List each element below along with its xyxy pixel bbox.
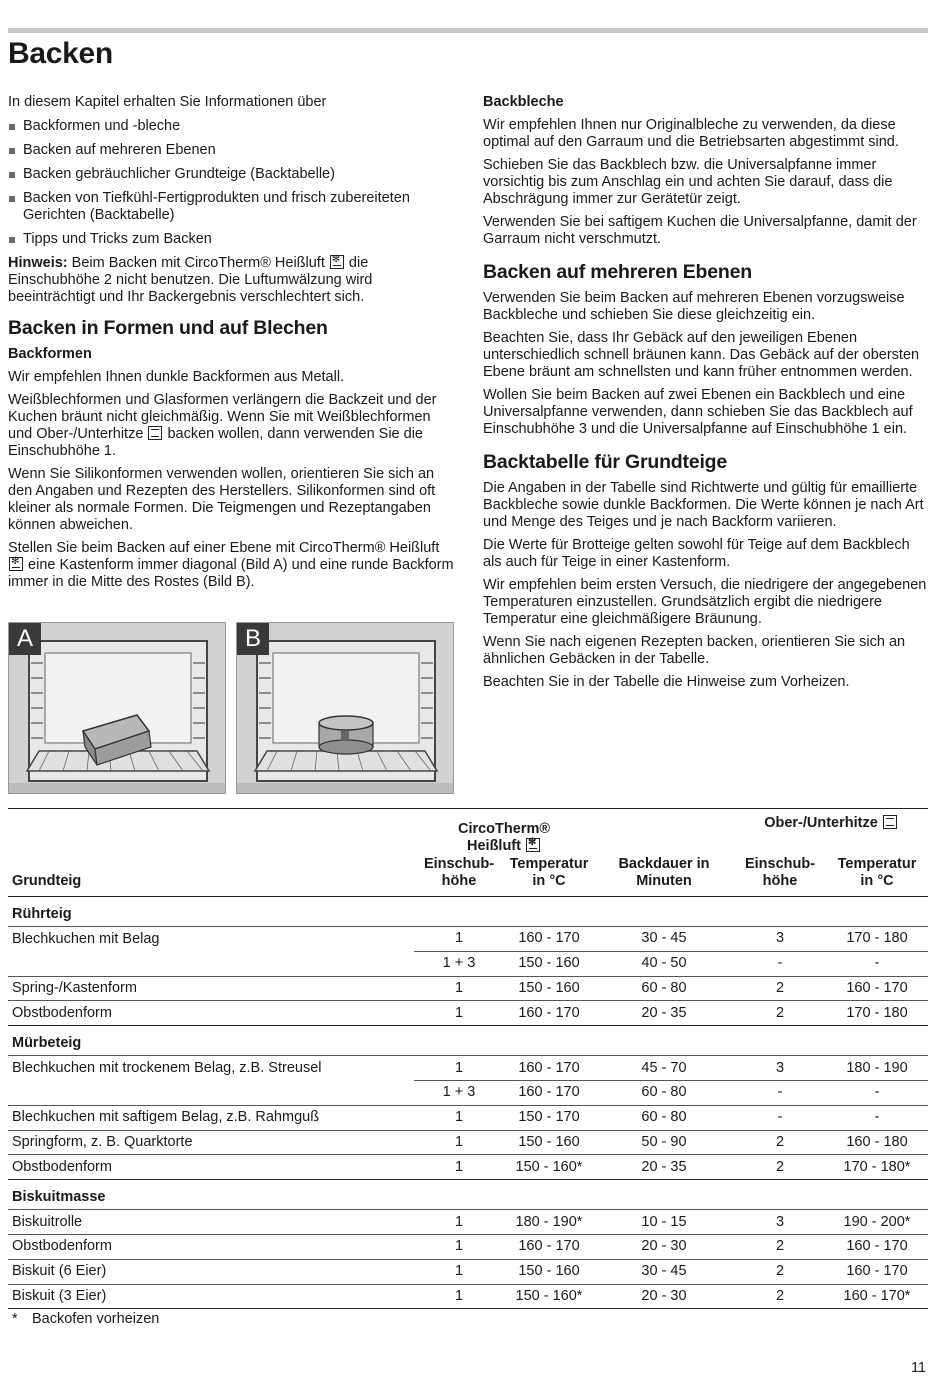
table-cell: 20 - 30 (594, 1284, 734, 1309)
table-cell: 2 (734, 1259, 826, 1284)
table-row (8, 1105, 928, 1130)
levels-paragraph-1: Verwenden Sie beim Backen auf mehreren Ebenen vorzugsweise Backbleche und schieben Sie diese gleichzeitig ein. (483, 290, 905, 323)
table-cell: 1 (414, 1105, 504, 1130)
list-item: Backen auf mehreren Ebenen (8, 142, 456, 159)
table-cell: 60 - 80 (594, 1080, 734, 1105)
table-cell: 30 - 45 (594, 1259, 734, 1284)
table-cell: 150 - 160 (504, 976, 594, 1001)
table-cell: 60 - 80 (594, 976, 734, 1001)
forms-paragraph-2 (8, 392, 456, 460)
table-cell: 20 - 35 (594, 1001, 734, 1026)
table-intro-paragraph-1: Die Angaben in der Tabelle sind Richtwerte und gültig für emaillierte Backbleche sowie dunkle Backformen. Die Werte können je nach Art und Menge des Teiges und je nach Backform variieren. (483, 480, 924, 530)
table-cell: 150 - 160* (504, 1155, 594, 1180)
table-cell: 1 (414, 1234, 504, 1259)
group-label: Mürbeteig (12, 1035, 82, 1052)
table-cell: 170 - 180 (826, 1001, 928, 1026)
table-cell: 1 (414, 927, 504, 952)
group-label: Rührteig (12, 906, 72, 922)
table-cell: Obstbodenform (8, 1234, 414, 1259)
table-cell: 1 (414, 976, 504, 1001)
list-item: Backen von Tiefkühl-Fertigprodukten und frisch zubereiteten Gerichten (Backtabelle) (8, 190, 456, 224)
table-cell: 50 - 90 (594, 1130, 734, 1155)
table-cell: 2 (734, 1001, 826, 1026)
footnote-mark: * (12, 1311, 18, 1328)
levels-paragraph-2: Beachten Sie, dass Ihr Gebäck auf den jeweiligen Ebenen unterschiedlich schnell bräunen kann. Das Gebäck auf der obersten Ebene bräunt am schnellsten und kann früher entnommen werden. (483, 330, 920, 380)
backbleche-heading: Backbleche (483, 94, 564, 110)
note-text-b: die Einschubhöhe 2 nicht benutzen. Die Luftumwälzung wird beeinträchtigt und Ihr Backergebnis verschlechtert sich. (8, 255, 373, 305)
forms-p2-a: Weißblechformen und Glasformen verlängern die Backzeit und der Kuchen bräunt nicht gleichmäßig. Wenn Sie mit Weißblechformen und Ober-/Unterhitze (8, 392, 437, 442)
table-cell: 160 - 170 (826, 976, 928, 1001)
circotherm-fan-icon (9, 557, 23, 571)
table-intro-paragraph-4: Wenn Sie nach eigenen Rezepten backen, orientieren Sie sich an ähnlichen Gebäcken in der Tabelle. (483, 634, 906, 667)
table-cell: 160 - 170 (826, 1259, 928, 1284)
table-cell: Blechkuchen mit Belag (8, 927, 414, 952)
figure-label-b: B (237, 623, 269, 655)
table-group-row (8, 897, 928, 927)
table-cell: 10 - 15 (594, 1210, 734, 1235)
figure-b-round-pan-center (236, 622, 454, 794)
table-cell: 190 - 200* (826, 1210, 928, 1235)
table-cell: - (826, 1105, 928, 1130)
table-cell: 150 - 160 (504, 1259, 594, 1284)
sheets-paragraph-1: Wir empfehlen Ihnen nur Originalbleche zu verwenden, da diese optimal auf den Garraum und die Betriebsarten abgestimmt sind. (483, 117, 899, 150)
figure-a-loaf-pan-diagonal (8, 622, 226, 794)
table-cell: 60 - 80 (594, 1105, 734, 1130)
intro-lead: In diesem Kapitel erhalten Sie Informationen über (8, 94, 327, 110)
table-cell: 170 - 180 (826, 927, 928, 952)
table-row (8, 1080, 928, 1105)
table-intro-paragraph-3: Wir empfehlen beim ersten Versuch, die niedrigere der angegebenen Temperaturen einzustellen. Grundsätzlich ergibt die niedrigere Temperatur eine gleichmäßigere Bräunung. (483, 577, 927, 627)
page-number: 11 (910, 1360, 926, 1376)
table-cell: Spring-/Kastenform (8, 976, 414, 1001)
table-cell: 40 - 50 (594, 951, 734, 976)
table-row (8, 927, 928, 952)
table-cell: 45 - 70 (594, 1056, 734, 1081)
table-cell: 160 - 170 (504, 1056, 594, 1081)
group-header-ober-unterhitze (734, 809, 928, 855)
right-column (483, 94, 928, 697)
sheets-paragraph-3: Verwenden Sie bei saftigem Kuchen die Universalpfanne, damit der Garraum nicht verschmutzt. (483, 214, 917, 247)
table-cell: 180 - 190* (504, 1210, 594, 1235)
levels-paragraph-3: Wollen Sie beim Backen auf zwei Ebenen ein Backblech und eine Universalpfanne verwenden, dann schieben Sie das Backblech auf Einschubhöhe 3 und die Universalpfanne auf Einschubhöhe 1 ein. (483, 387, 913, 437)
table-cell: 20 - 35 (594, 1155, 734, 1180)
baking-table-heading: Backtabelle für Grundteige (483, 451, 728, 473)
backformen-heading: Backformen (8, 346, 92, 362)
list-item: Backen gebräuchlicher Grundteige (Backtabelle) (8, 166, 456, 183)
table-cell: 160 - 170* (826, 1284, 928, 1309)
table-row (8, 951, 928, 976)
table-cell: 180 - 190 (826, 1056, 928, 1081)
table-cell: 3 (734, 1210, 826, 1235)
table-row (8, 1259, 928, 1284)
list-item: Backformen und -bleche (8, 118, 456, 135)
table-cell: Obstbodenform (8, 1001, 414, 1026)
circotherm-fan-icon (526, 838, 540, 852)
oven-interior-illustration (9, 623, 226, 794)
table-row (8, 1001, 928, 1026)
forms-paragraph-1: Wir empfehlen Ihnen dunkle Backformen aus Metall. (8, 369, 345, 385)
top-bottom-heat-icon (883, 815, 897, 829)
table-cell: 30 - 45 (594, 927, 734, 952)
table-cell: 1 (414, 1001, 504, 1026)
table-cell: 2 (734, 1284, 826, 1309)
column-header-level: Einschub- höhe (423, 856, 495, 889)
table-cell: 1 (414, 1056, 504, 1081)
forms-heading: Backen in Formen und auf Blechen (8, 317, 328, 339)
table-cell: 160 - 180 (826, 1130, 928, 1155)
table-cell: Obstbodenform (8, 1155, 414, 1180)
forms-p4-b: eine Kastenform immer diagonal (Bild A) und eine runde Backform immer in die Mitte des Rostes (Bild B). (8, 557, 454, 590)
table-intro-paragraph-2: Die Werte für Brotteige gelten sowohl für Teige auf dem Backblech als auch für Teige in einer Kastenform. (483, 537, 910, 570)
table-cell: 1 (414, 1259, 504, 1284)
table-row (8, 1210, 928, 1235)
table-cell: 1 (414, 1155, 504, 1180)
springform-pan (319, 716, 373, 754)
table-cell: 160 - 170 (504, 1234, 594, 1259)
table-cell: Biskuitrolle (8, 1210, 414, 1235)
table-group-row (8, 1026, 928, 1056)
circotherm-fan-icon (330, 255, 344, 269)
sheets-paragraph-2: Schieben Sie das Backblech bzw. die Universalpfanne immer vorsichtig bis zum Anschlag ein und achten Sie darauf, dass die Abschrägung immer zur Gerätetür zeigt. (483, 157, 893, 207)
table-cell: 150 - 170 (504, 1105, 594, 1130)
table-cell: Springform, z. B. Quarktorte (8, 1130, 414, 1155)
table-row (8, 1234, 928, 1259)
forms-p2-b: backen wollen, dann verwenden Sie die Einschubhöhe 1. (8, 426, 424, 459)
note-paragraph (8, 255, 456, 306)
table-group-row (8, 1180, 928, 1210)
table-cell: 150 - 160 (504, 1130, 594, 1155)
column-header-level: Einschub- höhe (744, 856, 816, 889)
table-cell: 2 (734, 1155, 826, 1180)
table-cell: 1 + 3 (414, 951, 504, 976)
forms-paragraph-4 (8, 540, 456, 591)
group-label: Biskuitmasse (12, 1189, 106, 1206)
table-cell: 160 - 170 (826, 1234, 928, 1259)
column-header-temperature: Temperatur in °C (509, 856, 589, 889)
left-column (8, 94, 456, 597)
oven-interior-illustration (237, 623, 454, 794)
table-cell (8, 951, 414, 976)
baking-table (8, 808, 928, 1328)
table-cell: - (826, 1080, 928, 1105)
table-cell: 1 + 3 (414, 1080, 504, 1105)
table-row (8, 976, 928, 1001)
table-cell: 20 - 30 (594, 1234, 734, 1259)
table-row (8, 1284, 928, 1309)
table-cell: 150 - 160* (504, 1284, 594, 1309)
table-cell: 2 (734, 976, 826, 1001)
figure-row (8, 622, 454, 794)
table-cell: 3 (734, 1056, 826, 1081)
table-cell: Blechkuchen mit saftigem Belag, z.B. Rahmguß (8, 1105, 414, 1130)
note-label: Hinweis: (8, 255, 68, 271)
table-cell (8, 1080, 414, 1105)
note-text-a: Beim Backen mit CircoTherm® Heißluft (67, 255, 329, 271)
top-bottom-heat-icon (148, 426, 162, 440)
table-cell: 160 - 170 (504, 927, 594, 952)
table-cell: 150 - 160 (504, 951, 594, 976)
group-header-circotherm (414, 809, 594, 855)
intro-bullet-list (8, 118, 456, 248)
column-header-duration: Backdauer in Minuten (618, 856, 710, 889)
table-body (8, 897, 928, 1309)
footnote-text: Backofen vorheizen (32, 1311, 160, 1328)
table-cell: 1 (414, 1284, 504, 1309)
table-footnote (8, 1311, 928, 1328)
table-cell: 1 (414, 1210, 504, 1235)
table-row (8, 1056, 928, 1081)
table-cell: 3 (734, 927, 826, 952)
table-row (8, 1130, 928, 1155)
top-rule (8, 28, 928, 33)
table-intro-paragraph-5: Beachten Sie in der Tabelle die Hinweise zum Vorheizen. (483, 674, 850, 690)
table-cell: - (734, 1105, 826, 1130)
forms-paragraph-3: Wenn Sie Silikonformen verwenden wollen, orientieren Sie sich an den Angaben und Rezepten des Herstellers. Silikonformen sind oft kleiner als normale Formen. Die Teigmengen und Rezeptangaben können abweichen. (8, 466, 436, 533)
column-header-temperature: Temperatur in °C (837, 856, 917, 889)
table-cell: 2 (734, 1234, 826, 1259)
levels-heading: Backen auf mehreren Ebenen (483, 261, 752, 283)
table-cell: 1 (414, 1130, 504, 1155)
table-cell: 170 - 180* (826, 1155, 928, 1180)
ober-unterhitze-label: Ober-/Unterhitze (764, 815, 878, 831)
page-title: Backen (8, 37, 113, 70)
column-header-dough: Grundteig (12, 873, 82, 889)
table-row (8, 1155, 928, 1180)
table-cell: - (734, 1080, 826, 1105)
table-cell: 2 (734, 1130, 826, 1155)
table-cell: - (826, 951, 928, 976)
list-item: Tipps und Tricks zum Backen (8, 231, 456, 248)
table-cell: - (734, 951, 826, 976)
table-cell: Blechkuchen mit trockenem Belag, z.B. Streusel (8, 1056, 414, 1081)
table-cell: Biskuit (3 Eier) (8, 1284, 414, 1309)
forms-p4-a: Stellen Sie beim Backen auf einer Ebene mit CircoTherm® Heißluft (8, 540, 440, 556)
heissluft-label: Heißluft (467, 837, 521, 854)
table-cell: Biskuit (6 Eier) (8, 1259, 414, 1284)
figure-label-a: A (9, 623, 41, 655)
table-cell: 160 - 170 (504, 1001, 594, 1026)
table-cell: 160 - 170 (504, 1080, 594, 1105)
circotherm-label: CircoTherm® (457, 820, 551, 837)
